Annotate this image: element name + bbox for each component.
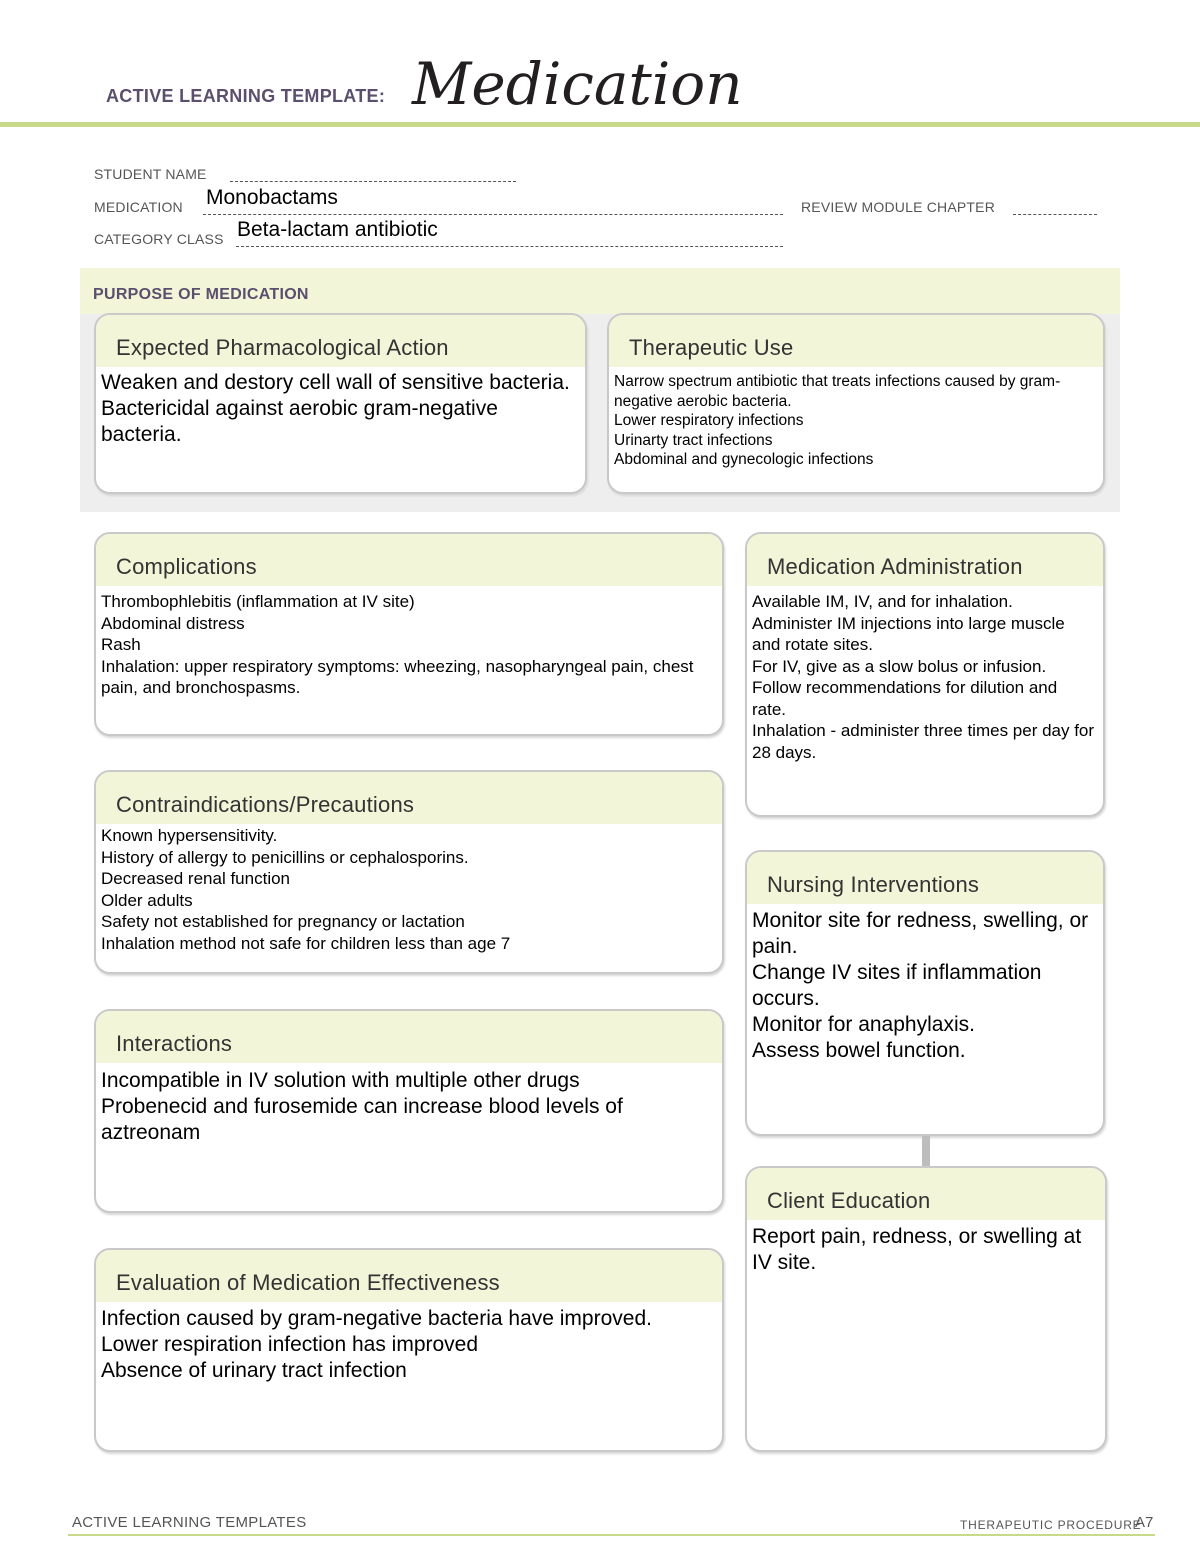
category-class-field[interactable] [236, 218, 783, 247]
header-divider [0, 122, 1200, 127]
medication-field[interactable] [203, 186, 783, 215]
medication-administration-box [745, 532, 1105, 817]
expected-action-header [96, 315, 585, 367]
footer-right-label: THERAPEUTIC PROCEDURE [960, 1518, 1142, 1532]
therapeutic-use-body[interactable]: Narrow spectrum antibiotic that treats infections caused by gram-negative aerobic bacteria. Lower respiratory infections Urinarty tract infections Abdominal and gynecologic infections [614, 373, 1061, 468]
review-module-field[interactable] [1013, 198, 1097, 215]
review-module-label: REVIEW MODULE CHAPTER [801, 199, 995, 215]
complications-body[interactable]: Thrombophlebitis (inflammation at IV site) Abdominal distress Rash Inhalation: upper respiratory symptoms: wheezing, nasopharyngeal pain, chest pain, and bronchospasms. [101, 592, 694, 697]
therapeutic-use-header [609, 315, 1103, 367]
nursing-interventions-body[interactable]: Monitor site for redness, swelling, or pain. Change IV sites if inflammation occurs. Monitor for anaphylaxis. Assess bowel function. [752, 909, 1089, 1062]
category-class-value: Beta-lactam antibiotic [237, 218, 438, 241]
contraindications-header [96, 772, 722, 824]
purpose-label: PURPOSE OF MEDICATION [93, 286, 309, 303]
medication-administration-header [747, 534, 1103, 586]
expected-action-title: Expected Pharmacological Action [116, 335, 449, 360]
interactions-box [94, 1009, 724, 1213]
nursing-interventions-box [745, 850, 1105, 1136]
category-class-label: CATEGORY CLASS [94, 231, 224, 247]
client-education-body[interactable]: Report pain, redness, or swelling at IV site. [752, 1225, 1082, 1274]
interactions-title: Interactions [116, 1031, 233, 1056]
nursing-interventions-header [747, 852, 1103, 904]
nursing-interventions-title: Nursing Interventions [767, 872, 980, 897]
contraindications-box [94, 770, 724, 974]
medication-label: MEDICATION [94, 199, 183, 215]
evaluation-header [96, 1250, 722, 1302]
page-number: A7 [1135, 1514, 1154, 1531]
therapeutic-use-box [607, 313, 1105, 494]
therapeutic-use-title: Therapeutic Use [629, 335, 794, 360]
medication-value: Monobactams [206, 186, 338, 209]
complications-header [96, 534, 722, 586]
expected-action-box [94, 313, 587, 494]
evaluation-body[interactable]: Infection caused by gram-negative bacteria have improved. Lower respiration infection has improved Absence of urinary tract infection [101, 1307, 652, 1382]
complications-title: Complications [116, 554, 257, 579]
footer-left-label: ACTIVE LEARNING TEMPLATES [72, 1514, 307, 1531]
expected-action-body[interactable]: Weaken and destory cell wall of sensitive bacteria. Bactericidal against aerobic gram-negative bacteria. [101, 371, 570, 446]
medication-administration-title: Medication Administration [767, 554, 1023, 579]
student-name-label: STUDENT NAME [94, 166, 207, 182]
client-education-title: Client Education [767, 1188, 931, 1213]
interactions-header [96, 1011, 722, 1063]
contraindications-title: Contraindications/Precautions [116, 792, 415, 817]
evaluation-title: Evaluation of Medication Effectiveness [116, 1270, 500, 1295]
footer-divider [68, 1534, 1155, 1536]
template-label: ACTIVE LEARNING TEMPLATE: [106, 86, 386, 106]
client-education-box [745, 1166, 1107, 1452]
evaluation-box [94, 1248, 724, 1452]
box-connector [922, 1136, 930, 1166]
client-education-header [747, 1168, 1105, 1220]
student-name-field[interactable] [230, 165, 516, 182]
interactions-body[interactable]: Incompatible in IV solution with multiple other drugs Probenecid and furosemide can increase blood levels of aztreonam [101, 1069, 623, 1144]
page-title: Medication [412, 50, 743, 118]
complications-box [94, 532, 724, 736]
medication-administration-body[interactable]: Available IM, IV, and for inhalation. Administer IM injections into large muscle and rotate sites. For IV, give as a slow bolus or infusion. Follow recommendations for dilution and rate. Inhalation - administer three times per day for 28 days. [752, 592, 1095, 762]
contraindications-body[interactable]: Known hypersensitivity. History of allergy to penicillins or cephalosporins. Decreased renal function Older adults Safety not established for pregnancy or lactation Inhalation method not safe for children less than age 7 [101, 826, 511, 953]
